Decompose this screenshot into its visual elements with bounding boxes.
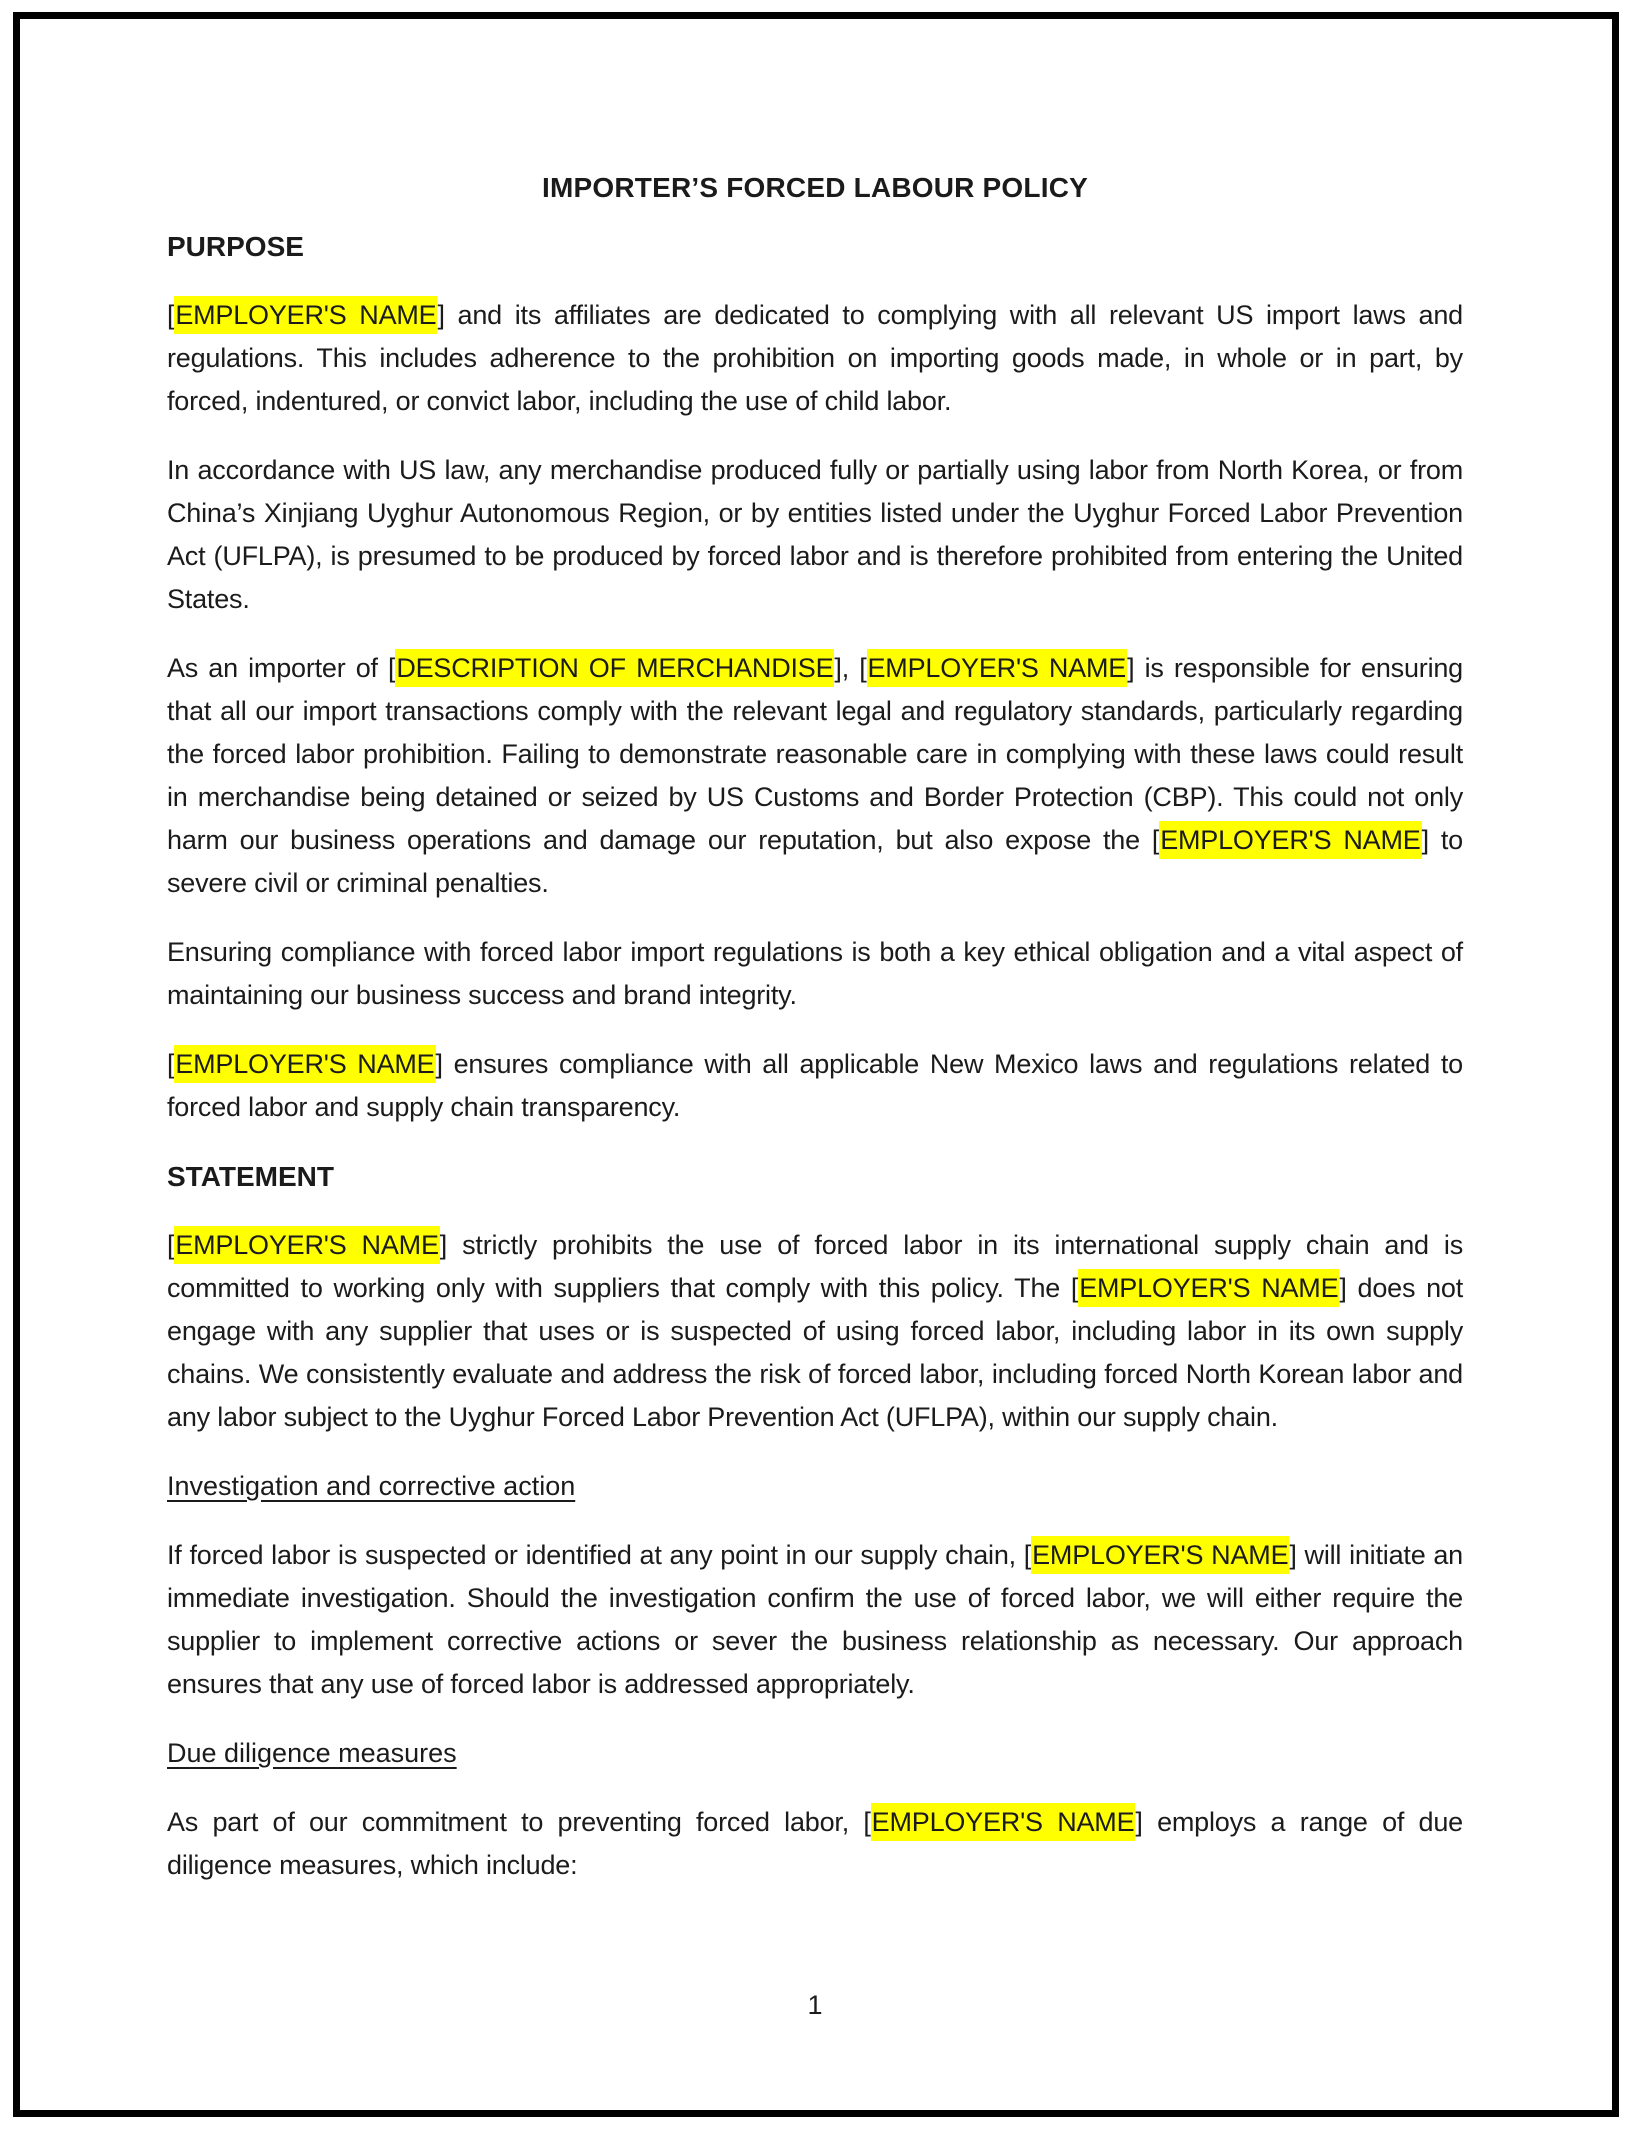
text-run: If forced labor is suspected or identified at any point in our supply chain, [ xyxy=(167,1540,1032,1570)
text-run: ] is responsible for ensuring that all our import transactions comply with the relevant legal and regulatory standards, particularly regarding the forced labor prohibition. Failing to demonstrate reasonable care in complying with these laws could result in merchandise being detained or seized by US Customs and Border Protection (CBP). This could not only harm our business operations and damage our reputation, but also expose the [ xyxy=(167,653,1463,855)
paragraph xyxy=(167,1534,1463,1706)
highlighted-placeholder: EMPLOYER'S NAME xyxy=(867,649,1128,687)
section-heading: PURPOSE xyxy=(167,231,304,262)
paragraph xyxy=(167,931,1463,1017)
paragraph xyxy=(167,1801,1463,1887)
highlighted-placeholder: EMPLOYER'S NAME xyxy=(1159,821,1421,859)
text-run: [ xyxy=(167,1049,175,1079)
highlighted-placeholder: EMPLOYER'S NAME xyxy=(174,296,437,334)
text-run: In accordance with US law, any merchandise produced fully or partially using labor from North Korea, or from China’s Xinjiang Uyghur Autonomous Region, or by entities listed under the Uyghur Forced Labor Prevention Act (UFLPA), is presumed to be produced by forced labor and is therefore prohibited from entering the United States. xyxy=(167,455,1463,614)
page-number: 1 xyxy=(807,1990,823,2020)
text-run: [ xyxy=(167,1230,175,1260)
text-run: ], [ xyxy=(834,653,867,683)
text-run: As part of our commitment to preventing forced labor, [ xyxy=(167,1807,871,1837)
document-title: IMPORTER’S FORCED LABOUR POLICY xyxy=(542,172,1088,203)
paragraph xyxy=(167,294,1463,423)
text-run: ] and its affiliates are dedicated to complying with all relevant US import laws and regulations. This includes adherence to the prohibition on importing goods made, in whole or in part, by forced, indentured, or convict labor, including the use of child labor. xyxy=(167,300,1463,416)
text-run: ] to severe civil or criminal penalties. xyxy=(167,825,1463,898)
highlighted-placeholder: EMPLOYER'S NAME xyxy=(1031,1536,1289,1574)
paragraph xyxy=(167,647,1463,905)
highlighted-placeholder: EMPLOYER'S NAME xyxy=(174,1045,435,1083)
text-run: ] employs a range of due diligence measures, which include: xyxy=(167,1807,1463,1880)
paragraph xyxy=(167,1224,1463,1439)
document-body xyxy=(167,225,1463,1887)
highlighted-placeholder: EMPLOYER'S NAME xyxy=(174,1226,439,1264)
subsection-heading: Due diligence measures xyxy=(167,1738,457,1768)
text-run: ] strictly prohibits the use of forced labor in its international supply chain and is committed to working only with suppliers that comply with this policy. The [ xyxy=(167,1230,1463,1303)
text-run: ] does not engage with any supplier that uses or is suspected of using forced labor, including labor in its own supply chains. We consistently evaluate and address the risk of forced labor, including forced North Korean labor and any labor subject to the Uyghur Forced Labor Prevention Act (UFLPA), within our supply chain. xyxy=(167,1273,1463,1432)
text-run: [ xyxy=(167,300,175,330)
text-run: As an importer of [ xyxy=(167,653,396,683)
highlighted-placeholder: DESCRIPTION OF MERCHANDISE xyxy=(395,649,834,687)
section-heading: STATEMENT xyxy=(167,1161,334,1192)
text-run: Ensuring compliance with forced labor import regulations is both a key ethical obligation and a vital aspect of maintaining our business success and brand integrity. xyxy=(167,937,1463,1010)
highlighted-placeholder: EMPLOYER'S NAME xyxy=(871,1803,1136,1841)
paragraph xyxy=(167,449,1463,621)
text-run: ] will initiate an immediate investigation. Should the investigation confirm the use of forced labor, we will either require the supplier to implement corrective actions or sever the business relationship as necessary. Our approach ensures that any use of forced labor is addressed appropriately. xyxy=(167,1540,1464,1699)
subsection-heading: Investigation and corrective action xyxy=(167,1471,576,1501)
paragraph xyxy=(167,1043,1463,1129)
text-run: ] ensures compliance with all applicable New Mexico laws and regulations related to forced labor and supply chain transparency. xyxy=(167,1049,1464,1122)
highlighted-placeholder: EMPLOYER'S NAME xyxy=(1078,1269,1339,1307)
document xyxy=(167,19,1463,1913)
